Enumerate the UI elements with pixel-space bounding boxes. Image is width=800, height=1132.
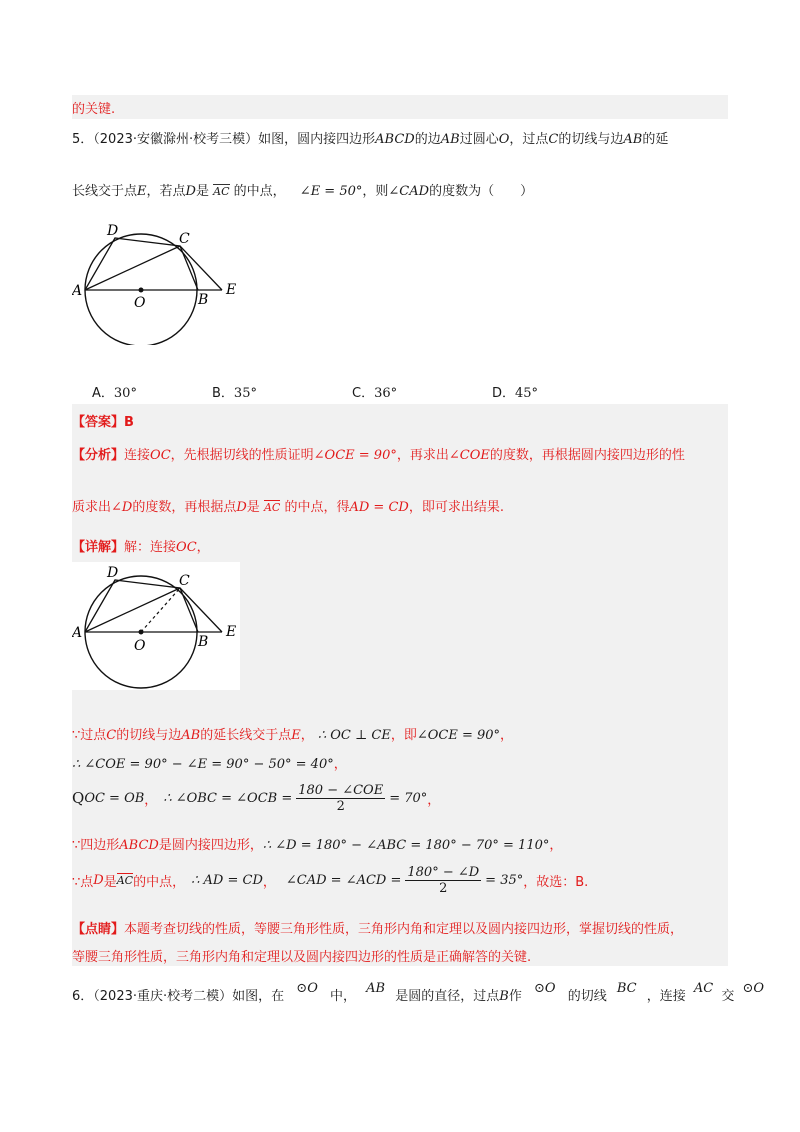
step-text: ， xyxy=(549,838,563,853)
q5-e: E xyxy=(137,184,147,199)
analysis-text: 连接 xyxy=(124,448,151,463)
step-math: ∴ ∠OBC = ∠OCB = xyxy=(163,790,293,806)
step-because-glyph: Q xyxy=(72,789,85,807)
tangent-ce xyxy=(180,246,222,290)
q6-circle-o: ⊙O xyxy=(296,981,318,996)
center-o xyxy=(139,630,144,635)
analysis-tag: 【分析】 xyxy=(72,448,125,463)
option-value: 36° xyxy=(374,386,398,401)
analysis-d: D xyxy=(236,500,247,515)
step-text: ， xyxy=(300,728,314,743)
q5-text: ，则 xyxy=(362,184,389,199)
detail-text: ， xyxy=(196,540,210,555)
q5-text: 的延 xyxy=(642,132,669,147)
option-d xyxy=(492,382,538,401)
step-2 xyxy=(72,753,347,772)
q6-ac: AC xyxy=(693,981,714,996)
step-text: ， xyxy=(262,874,276,890)
q5-line-1 xyxy=(72,128,668,147)
q5-quad: ABCD xyxy=(375,132,415,147)
analysis-oc: OC xyxy=(150,448,171,463)
tangent-ce xyxy=(180,588,222,632)
step-5 xyxy=(72,862,588,898)
label-d: D xyxy=(107,223,119,239)
label-o: O xyxy=(134,295,146,311)
step-text: ∵点 xyxy=(72,874,94,890)
step-e: E xyxy=(291,728,301,743)
option-letter: B． xyxy=(212,386,234,401)
fraction-numerator: 180 − ∠COE xyxy=(298,782,384,798)
comment-line-2 xyxy=(72,946,531,965)
q6-bc: BC xyxy=(616,981,637,996)
label-d: D xyxy=(107,565,119,581)
step-c: C xyxy=(106,728,117,743)
q6-circle-o: ⊙O xyxy=(742,981,765,996)
step-math: ∠OCE = 90° xyxy=(416,728,501,743)
q5-text: ，过点 xyxy=(509,132,549,147)
q5-ab: AB xyxy=(623,132,643,147)
q5-number: 5． xyxy=(72,132,94,147)
step-text: ∵过点 xyxy=(72,728,107,743)
step-math: = 35° xyxy=(485,872,524,888)
step-math: ∴ ∠COE = 90° − ∠E = 90° − 50° = 40° xyxy=(72,757,334,772)
option-value: 30° xyxy=(113,386,137,401)
label-a: A xyxy=(72,625,83,641)
step-text: ，故选：B. xyxy=(523,874,589,890)
q5-d: D xyxy=(185,184,196,199)
prev-tail-band xyxy=(72,95,728,119)
center-o xyxy=(139,288,144,293)
fraction-numerator: 180° − ∠D xyxy=(407,864,480,880)
analysis-text: 的中点，得 xyxy=(284,500,350,515)
analysis-text: ，再求出 xyxy=(396,448,449,463)
comment-text: 等腰三角形性质，三角形内角和定理以及圆内接四边形的性质是正确解答的关键. xyxy=(72,950,532,965)
analysis-angle-coe: ∠COE xyxy=(448,448,490,463)
q6-text: 是圆的直径，过点 xyxy=(395,989,500,1004)
step-text: ， xyxy=(500,728,514,743)
q5-text: 过圆心 xyxy=(459,132,499,147)
q5-text: 长线交于点 xyxy=(72,184,138,199)
step-text: ， xyxy=(427,792,441,808)
step-math: OC = OB xyxy=(84,790,145,806)
comment-line-1 xyxy=(72,918,683,937)
q5-text: 的边 xyxy=(414,132,441,147)
analysis-ad-cd: AD = CD xyxy=(349,500,409,515)
answer-value: B xyxy=(124,415,134,430)
step-math: ∴ AD = CD xyxy=(191,872,263,888)
q5-text: 如图，圆内接四边形 xyxy=(258,132,376,147)
option-letter: D． xyxy=(492,386,516,401)
analysis-text: ，先根据切线的性质证明 xyxy=(170,448,314,463)
label-o: O xyxy=(134,638,146,654)
q5-angle-e: ∠E = 50° xyxy=(299,184,363,199)
option-value: 45° xyxy=(515,386,539,401)
dashed-oc xyxy=(141,588,180,632)
q5-line-2 xyxy=(72,180,533,199)
analysis-arc-ac: AC xyxy=(263,501,281,514)
detail-text: 解：连接 xyxy=(124,540,177,555)
analysis-angle-oce: ∠OCE = 90° xyxy=(313,448,397,463)
q5-diagram xyxy=(72,215,252,345)
step-text: ∵四边形 xyxy=(72,838,120,853)
q6-circle-o: ⊙O xyxy=(533,981,556,996)
step-1 xyxy=(72,724,513,743)
option-c xyxy=(352,382,397,401)
option-value: 35° xyxy=(233,386,257,401)
option-b xyxy=(212,382,257,401)
step-text: 的延长线交于点 xyxy=(200,728,292,743)
answer-line xyxy=(72,411,134,430)
comment-tag: 【点睛】 xyxy=(72,922,125,937)
q6-line-1 xyxy=(72,981,765,1004)
q6-text: ，连接 xyxy=(646,989,686,1004)
step-math: ∠CAD = ∠ACD = xyxy=(285,872,402,888)
step-text: ， xyxy=(333,757,347,772)
analysis-text: 的度数，再根据点 xyxy=(132,500,237,515)
label-e: E xyxy=(226,282,237,298)
step-d: D xyxy=(93,872,104,888)
q5-angle-cad: ∠CAD xyxy=(388,184,430,199)
analysis-text: 质求出 xyxy=(72,500,112,515)
prev-tail-text: 的关键. xyxy=(72,102,116,117)
q5-o: O xyxy=(498,132,510,147)
analysis-line-1 xyxy=(72,444,685,463)
comment-text: 本题考查切线的性质，等腰三角形性质，三角形内角和定理以及圆内接四边形，掌握切线的性质， xyxy=(124,922,684,937)
step-text: 是 xyxy=(103,874,117,890)
q6-text: 如图，在 xyxy=(232,989,285,1004)
step-4 xyxy=(72,834,562,853)
q5-arc-ac: AC xyxy=(213,185,230,198)
step-abcd: ABCD xyxy=(119,838,159,853)
step-text: 是圆内接四边形， xyxy=(158,838,263,853)
step-text: ，即 xyxy=(390,728,417,743)
step-text: 的切线与边 xyxy=(116,728,182,743)
step-math: ∴ OC ⊥ CE xyxy=(317,728,391,743)
fraction-denominator: 2 xyxy=(336,798,345,814)
label-e: E xyxy=(226,624,237,640)
q5-c: C xyxy=(548,132,559,147)
detail-line xyxy=(72,536,210,555)
q6-source: （2023·重庆·校考二模） xyxy=(93,989,233,1004)
step-3-fraction xyxy=(296,783,385,814)
q6-number: 6． xyxy=(72,989,94,1004)
q6-text: 中， xyxy=(330,989,357,1004)
analysis-text: 是 xyxy=(246,500,260,515)
option-letter: C． xyxy=(352,386,375,401)
analysis-text: ，即可求出结果. xyxy=(408,500,504,515)
step-3 xyxy=(72,780,440,816)
q5-text: 的中点， xyxy=(233,184,286,199)
analysis-text: 的度数，再根据圆内接四边形的性 xyxy=(489,448,685,463)
q6-ab: AB xyxy=(366,981,386,996)
fraction-denominator: 2 xyxy=(439,880,448,896)
label-b: B xyxy=(198,634,209,650)
detail-oc: OC xyxy=(176,540,197,555)
label-c: C xyxy=(179,573,190,589)
analysis-line-2 xyxy=(72,496,504,515)
q6-text: 作 xyxy=(508,989,522,1004)
option-letter: A． xyxy=(92,386,114,401)
step-ab: AB xyxy=(181,728,201,743)
q6-text: 交 xyxy=(721,989,735,1004)
q6-text: 的切线 xyxy=(567,989,607,1004)
step-math: ∴ ∠D = 180° − ∠ABC = 180° − 70° = 110° xyxy=(262,838,550,853)
q6-b: B xyxy=(499,989,509,1004)
label-a: A xyxy=(72,283,83,299)
step-arc-ac: AC xyxy=(116,874,134,887)
label-c: C xyxy=(179,231,190,247)
q5-source: （2023·安徽滁州·校考三模） xyxy=(93,132,259,147)
step-math: = 70° xyxy=(389,790,428,806)
q5-text: 是 xyxy=(195,184,209,199)
q5-text: 的切线与边 xyxy=(558,132,624,147)
step-5-fraction xyxy=(405,865,481,896)
detail-diagram xyxy=(72,562,252,690)
step-text: 的中点， xyxy=(133,874,186,890)
detail-tag: 【详解】 xyxy=(72,540,125,555)
step-text: ， xyxy=(144,792,158,808)
q5-ab: AB xyxy=(440,132,460,147)
answer-tag: 【答案】 xyxy=(72,415,125,430)
q5-text: ，若点 xyxy=(146,184,186,199)
analysis-angle-d: ∠D xyxy=(111,500,133,515)
q5-text: 的度数为（ ） xyxy=(429,184,534,199)
option-a xyxy=(92,382,137,401)
label-b: B xyxy=(198,292,209,308)
